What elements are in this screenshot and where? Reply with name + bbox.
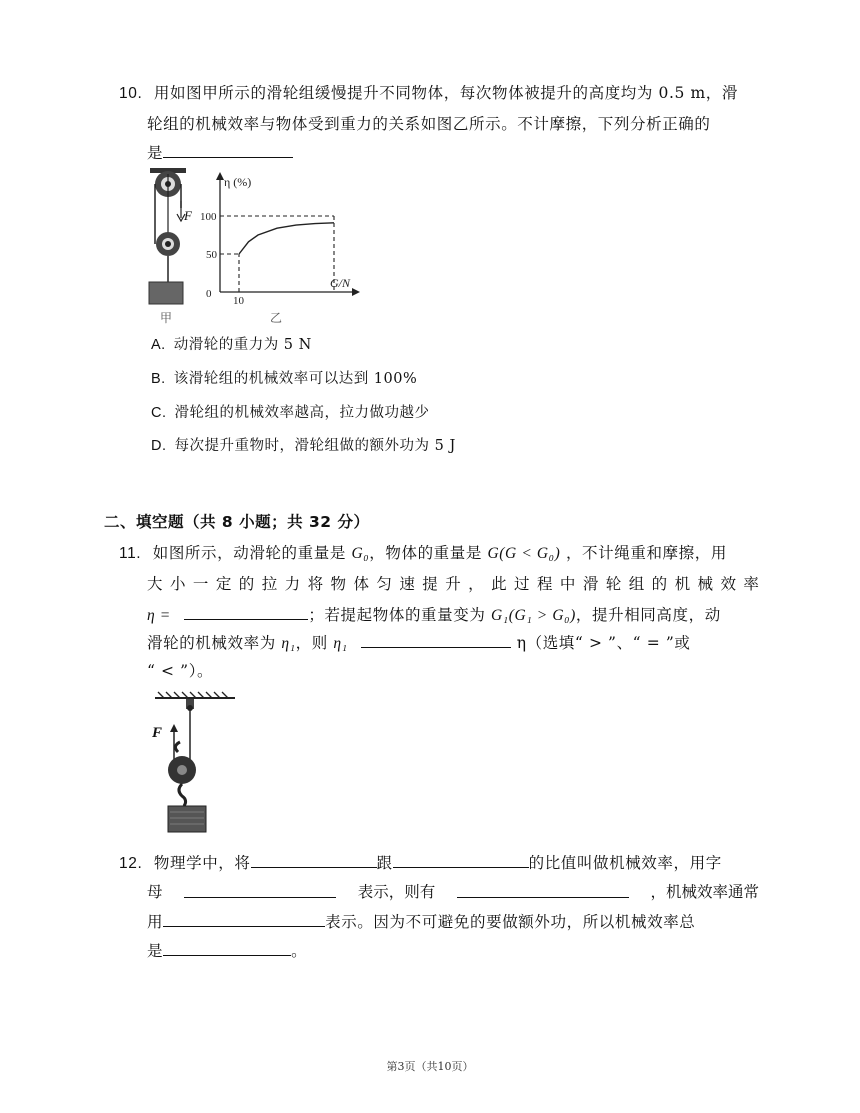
option-label: A.	[151, 337, 166, 353]
q12-text: 。	[291, 942, 308, 960]
q11-char: 物	[330, 575, 347, 593]
q12-text: 表示。因为不可避免的要做额外功，所以机械效率总	[325, 913, 696, 931]
x-tick-label: 10	[233, 295, 244, 307]
q12-text: 跟	[376, 854, 393, 872]
q10-figure	[140, 166, 375, 326]
q11-char: 的	[651, 575, 668, 593]
q12-text: ，机械效率通常	[650, 883, 759, 901]
q11-char: 拉	[261, 575, 278, 593]
q11-text: ；若提起物体的重量变为	[308, 606, 486, 624]
answer-blank-3[interactable]	[184, 881, 336, 898]
q11-char: 定	[215, 575, 232, 593]
answer-blank-2[interactable]	[393, 851, 529, 868]
answer-blank-6[interactable]	[163, 939, 291, 956]
q11-char: 此	[491, 575, 507, 593]
q11-char: 将	[307, 575, 324, 593]
q11-char: 率	[743, 575, 759, 593]
q10-line-3	[147, 141, 293, 164]
q11-char: 轮	[605, 575, 622, 593]
q12-text: 用	[147, 913, 164, 931]
math-g1-expr: G₁(G₁ > G₀)	[491, 607, 576, 624]
q11-char: 一	[192, 575, 209, 593]
math-eta1: η₁	[281, 635, 296, 652]
q11-char: 速	[399, 575, 415, 593]
answer-blank-efficiency[interactable]	[184, 603, 308, 620]
q11-text: ，则	[295, 634, 328, 652]
q11-char: 机	[674, 575, 691, 593]
q11-char: 效	[720, 575, 736, 593]
option-d[interactable]	[151, 435, 456, 457]
q12-text: 的比值叫做机械效率，用字	[528, 854, 722, 872]
caption-yi: 乙	[270, 311, 283, 325]
math-eta: η =	[147, 607, 171, 624]
y-axis-label: η (%)	[224, 175, 252, 189]
q11-pulley-figure	[150, 690, 245, 835]
answer-blank-5[interactable]	[163, 910, 325, 927]
q11-char: ，	[468, 575, 484, 593]
q11-char: 中	[559, 575, 576, 593]
math-eta1: η₁	[333, 635, 348, 652]
q11-char: 匀	[376, 575, 392, 593]
option-text: 每次提升重物时，滑轮组做的额外功为 5 J	[174, 438, 456, 454]
caption-jia: 甲	[160, 311, 173, 325]
efficiency-curve	[239, 223, 334, 254]
option-a[interactable]	[151, 334, 312, 356]
origin-label: 0	[206, 288, 212, 300]
math-g-expr: G(G < G₀)	[487, 545, 561, 562]
q11-text: ，提升相同高度，动	[575, 606, 721, 624]
q11-line-4	[147, 631, 690, 655]
answer-blank-4[interactable]	[457, 881, 629, 898]
q11-line-2	[147, 573, 759, 595]
q11-char: 升	[445, 575, 461, 593]
q11-char: 小	[169, 575, 186, 593]
q11-char: 体	[353, 575, 369, 593]
force-label: F	[152, 725, 163, 741]
q12-text: 是	[147, 942, 164, 960]
q10-line-2: 轮组的机械效率与物体受到重力的关系如图乙所示。不计摩擦，下列分析正确的	[147, 115, 711, 133]
q12-line-4	[147, 939, 307, 962]
q11-text: 滑轮的机械效率为	[147, 634, 276, 652]
option-label: B.	[151, 371, 166, 387]
pulley-system-diagram	[149, 168, 186, 304]
page-footer: 第3页（共10页）	[386, 1060, 474, 1073]
q11-text: 如图所示，动滑轮的重量是	[152, 544, 346, 562]
q11-text: ，不计绳重和摩擦，用	[565, 544, 727, 562]
q11-char: 提	[422, 575, 438, 593]
q11-char: 械	[697, 575, 714, 593]
force-label: F	[184, 208, 192, 223]
q11-line-1	[119, 542, 727, 565]
q10-text-1: 用如图甲所示的滑轮组缓慢提升不同物体，每次物体被提升的高度均为 0.5 m，滑	[153, 84, 738, 102]
q12-text: 物理学中，将	[153, 854, 251, 872]
question-number: 12.	[119, 855, 143, 872]
q11-char: 程	[536, 575, 553, 593]
option-text: 动滑轮的重力为 5 N	[173, 337, 312, 353]
math-g0: G₀	[351, 545, 370, 562]
question-number: 10.	[119, 85, 143, 102]
option-label: C.	[151, 405, 167, 421]
q11-char: 大	[147, 575, 163, 593]
answer-blank-1[interactable]	[251, 851, 377, 868]
q11-line-3	[147, 603, 721, 627]
q11-char: 的	[238, 575, 255, 593]
section-title: 二、填空题（共 8 小题；共 32 分）	[104, 513, 370, 531]
option-label: D.	[151, 438, 167, 454]
q12-line-3	[147, 910, 695, 933]
y-tick-label: 100	[200, 211, 217, 223]
q11-text: ，物体的重量是	[369, 544, 482, 562]
q11-char: 组	[628, 575, 645, 593]
x-axis-arrow	[352, 288, 360, 296]
q11-char: 滑	[582, 575, 599, 593]
option-c[interactable]	[151, 402, 430, 424]
q12-text: 表示，则有	[357, 883, 436, 901]
q10-line-1	[119, 82, 738, 105]
q11-text: η（选填“ > ”、“ = ”或	[516, 634, 691, 652]
q12-line-2	[147, 881, 759, 903]
option-text: 该滑轮组的机械效率可以达到 100%	[173, 371, 418, 387]
q12-text: 母	[147, 883, 163, 901]
q11-line-5: “ < ”）。	[147, 662, 214, 680]
q11-char: 力	[284, 575, 301, 593]
y-tick-label: 50	[206, 249, 217, 261]
option-b[interactable]	[151, 368, 417, 390]
q10-text-3: 是	[147, 144, 164, 162]
y-axis-arrow	[216, 172, 224, 180]
answer-blank-compare[interactable]	[361, 631, 511, 648]
answer-blank[interactable]	[163, 141, 293, 158]
x-axis-label: G/N	[330, 276, 351, 290]
question-number: 11.	[119, 545, 142, 562]
q12-line-1	[119, 851, 722, 875]
option-text: 滑轮组的机械效率越高，拉力做功越少	[174, 405, 430, 421]
q11-char: 过	[514, 575, 530, 593]
